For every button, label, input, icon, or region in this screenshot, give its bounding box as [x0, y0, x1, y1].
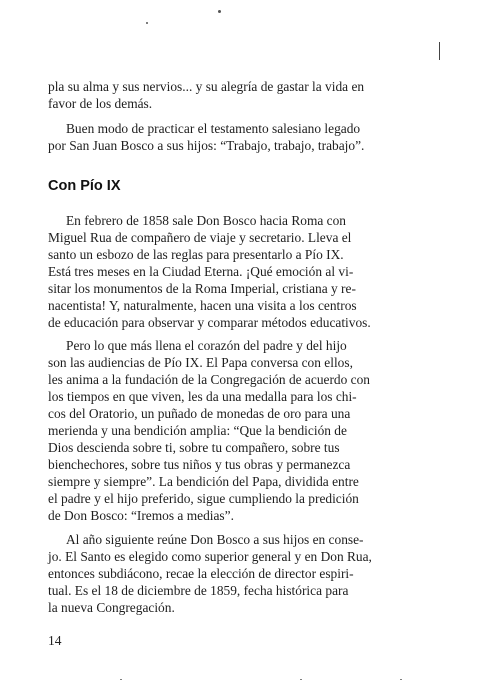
scan-speck: [120, 679, 122, 680]
text-line: de Don Bosco: “Iremos a medias”.: [48, 508, 234, 523]
scan-speck: [300, 679, 302, 680]
text-line: tual. Es el 18 de diciembre de 1859, fecha histórica para: [48, 583, 349, 598]
text-line: de educación para observar y comparar métodos educativos.: [48, 315, 371, 330]
text-line: En febrero de 1858 sale Don Bosco hacia Roma con: [66, 213, 347, 228]
text-line: el padre y el hijo preferido, sigue cumpliendo la predición: [48, 491, 359, 506]
text-line: los tiempos en que viven, les da una medalla para los chi-: [48, 389, 357, 404]
text-line: jo. El Santo es elegido como superior general y en Don Rua,: [48, 549, 372, 564]
text-line: por San Juan Bosco a sus hijos: “Trabajo, trabajo, trabajo”.: [48, 138, 365, 153]
text-line: bienchechores, sobre tus niños y tus obras y permanezca: [48, 457, 351, 472]
section-heading: Con Pío IX: [48, 178, 121, 194]
text-line: sitar los monumentos de la Roma Imperial, cristiana y re-: [48, 281, 356, 296]
scan-speck: [146, 22, 148, 24]
text-line: merienda y una bendición amplia: “Que la bendición de: [48, 423, 347, 438]
text-line: nacentista! Y, naturalmente, hacen una visita a los centros: [48, 298, 357, 313]
text-line: la nueva Congregación.: [48, 600, 175, 615]
text-line: Dios descienda sobre ti, sobre tu compañero, sobre tus: [48, 440, 340, 455]
text-line: pla su alma y sus nervios... y su alegría de gastar la vida en: [48, 79, 365, 94]
text-line: Pero lo que más llena el corazón del padre y del hijo: [66, 338, 347, 353]
text-line: favor de los demás.: [48, 96, 153, 111]
text-line: entonces subdiácono, recae la elección de director espiri-: [48, 566, 354, 581]
scan-mark: [439, 42, 440, 60]
text-line: Al año siguiente reúne Don Bosco a sus hijos en conse-: [66, 532, 364, 547]
scan-speck: [218, 10, 221, 13]
text-line: les anima a la fundación de la Congregación de acuerdo con: [48, 372, 370, 387]
text-line: Está tres meses en la Ciudad Eterna. ¡Qué emoción al vi-: [48, 264, 354, 279]
text-line: santo un esbozo de las reglas para presentarlo a Pío IX.: [48, 247, 344, 262]
text-line: cos del Oratorio, un puñado de monedas de oro para una: [48, 406, 351, 421]
text-line: Miguel Rua de compañero de viaje y secretario. Lleva el: [48, 230, 352, 245]
page-number: 14: [48, 633, 62, 648]
text-line: siempre y siempre”. La bendición del Papa, dividida entre: [48, 474, 359, 489]
scan-speck: [400, 679, 402, 680]
text-line: son las audiencias de Pío IX. El Papa conversa con ellos,: [48, 355, 353, 370]
text-line: Buen modo de practicar el testamento salesiano legado: [66, 121, 361, 136]
